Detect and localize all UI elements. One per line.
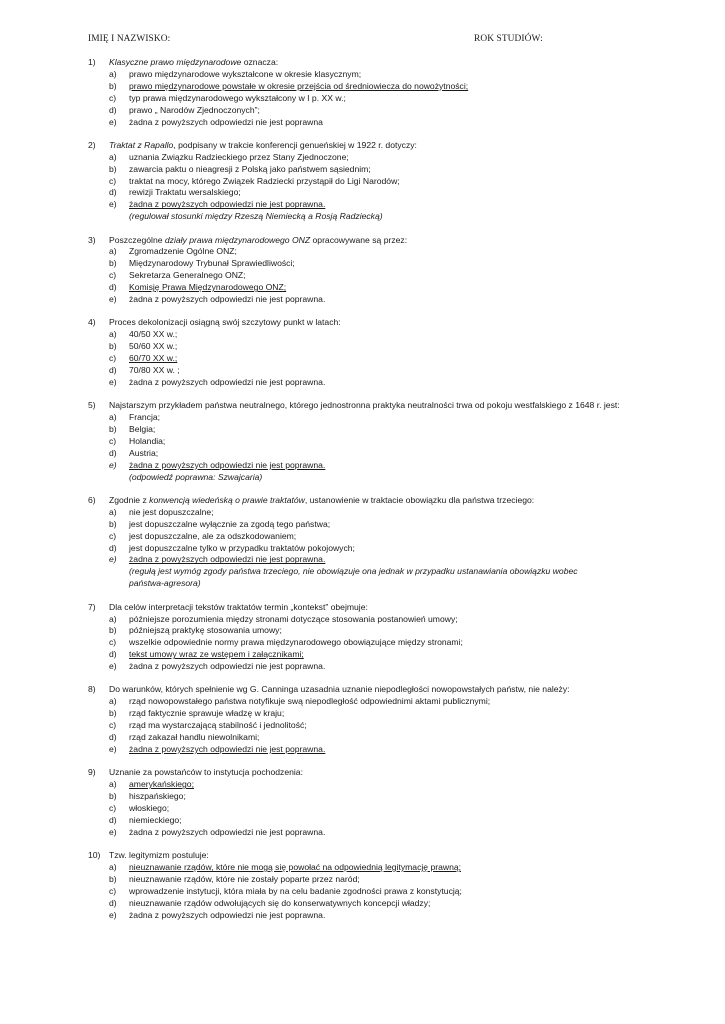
answer-option-text: włoskiego; xyxy=(129,802,170,813)
question-stem-text: Uznanie za powstańców to instytucja pochodzenia: xyxy=(109,767,303,778)
answer-option-letter: e) xyxy=(109,199,117,210)
answer-option-text: nie jest dopuszczalne; xyxy=(129,506,214,517)
answer-option-text-marked-correct: żadna z powyższych odpowiedzi nie jest poprawna. xyxy=(129,554,326,565)
answer-option-letter: a) xyxy=(109,696,117,707)
answer-option xyxy=(88,519,648,531)
question-number: 1) xyxy=(88,57,96,67)
answer-option xyxy=(88,282,648,294)
answer-option-text: żadna z powyższych odpowiedzi nie jest poprawna. xyxy=(129,661,326,672)
answer-option-letter: c) xyxy=(109,92,117,103)
answer-option-text: prawo „ Narodów Zjednoczonych”; xyxy=(129,104,260,115)
answer-option xyxy=(88,531,648,543)
question-9 xyxy=(88,767,648,838)
question-3 xyxy=(88,235,648,306)
answer-option-letter: a) xyxy=(109,412,117,423)
question-stem-text: Do warunków, których spełnienie wg G. Canninga uzasadnia uznanie niepodległości nowopowstałych państw, nie należy: xyxy=(109,684,570,695)
question-stem-text: Dla celów interpretacji tekstów traktatów termin „kontekst” obejmuje: xyxy=(109,601,368,612)
answer-option xyxy=(88,69,648,81)
answer-option-text: rewizji Traktatu wersalskiego; xyxy=(129,187,241,198)
question-6 xyxy=(88,495,648,590)
question-number: 6) xyxy=(88,494,96,505)
answer-option-text: nieuznawanie rządów odwołujących się do konserwatywnych koncepcji władzy; xyxy=(129,897,431,908)
answer-option xyxy=(88,176,648,188)
answer-option-text: wprowadzenie instytucji, która miała by na celu badanie zgodności prawa z konstytucją; xyxy=(129,885,462,896)
question-5 xyxy=(88,400,648,483)
answer-option xyxy=(88,460,648,472)
answer-option-letter: a) xyxy=(109,68,117,79)
answer-option-letter: c) xyxy=(109,175,117,186)
answer-option xyxy=(88,424,648,436)
answer-option xyxy=(88,258,648,270)
question-stem xyxy=(88,495,648,507)
answer-option-text: późniejszą praktykę stosowania umowy; xyxy=(129,625,282,636)
answer-option-text: wszelkie odpowiednie normy prawa międzynarodowego obowiązujące między stronami; xyxy=(129,637,463,648)
answer-option xyxy=(88,377,648,389)
question-stem xyxy=(88,684,648,696)
answer-option xyxy=(88,117,648,129)
question-stem-text: Klasyczne prawo międzynarodowe xyxy=(109,57,242,67)
answer-option xyxy=(88,791,648,803)
answer-option-letter: c) xyxy=(109,353,117,364)
answer-option-letter: b) xyxy=(109,424,117,435)
answer-option xyxy=(88,543,648,555)
answer-option-letter: d) xyxy=(109,187,117,198)
answer-option xyxy=(88,294,648,306)
answer-option xyxy=(88,732,648,744)
question-4 xyxy=(88,317,648,388)
question-10 xyxy=(88,850,648,921)
answer-option-letter: e) xyxy=(109,826,117,837)
answer-option-text-marked-correct: prawo międzynarodowe powstałe w okresie przejścia od średniowiecza do nowożytności; xyxy=(129,80,469,91)
answer-option xyxy=(88,898,648,910)
answer-option xyxy=(88,164,648,176)
answer-option-text: 70/80 XX w. ; xyxy=(129,365,180,376)
answer-option-text: typ prawa międzynarodowego wykształcony w I p. XX w.; xyxy=(129,92,346,103)
answer-option-letter: b) xyxy=(109,625,117,636)
answer-option-letter: a) xyxy=(109,613,117,624)
answer-option-text: późniejsze porozumienia między stronami dotyczące stosowania postanowień umowy; xyxy=(129,613,458,624)
answer-option xyxy=(88,649,648,661)
answer-option xyxy=(88,81,648,93)
answer-option xyxy=(88,708,648,720)
answer-option-letter: b) xyxy=(109,163,117,174)
answer-option-text: Międzynarodowy Trybunał Sprawiedliwości; xyxy=(129,258,295,269)
answer-option-letter: a) xyxy=(109,151,117,162)
answer-option-letter: c) xyxy=(109,802,117,813)
answer-option-text: Holandia; xyxy=(129,435,166,446)
answer-option xyxy=(88,554,648,566)
answer-option xyxy=(88,329,648,341)
question-number: 5) xyxy=(88,400,96,411)
answer-option-text: jest dopuszczalne tylko w przypadku traktatów pokojowych; xyxy=(129,542,355,553)
answer-option xyxy=(88,720,648,732)
question-number: 10) xyxy=(88,850,101,861)
answer-option-letter: b) xyxy=(109,708,117,719)
answer-option xyxy=(88,886,648,898)
answer-option xyxy=(88,637,648,649)
question-7 xyxy=(88,602,648,673)
answer-option-letter: a) xyxy=(109,861,117,872)
answer-option-text-marked-correct: nieuznawanie rządów, które nie mogą się powołać na odpowiednią legitymację prawną; xyxy=(129,861,462,872)
answer-option-letter: d) xyxy=(109,447,117,458)
answer-option-letter: d) xyxy=(109,104,117,115)
question-stem-text: Traktat z Rapallo xyxy=(109,139,174,150)
answer-option-text: jest dopuszczalne wyłącznie za zgodą tego państwa; xyxy=(129,518,331,529)
answer-option xyxy=(88,815,648,827)
answer-option-text: Sekretarza Generalnego ONZ; xyxy=(129,270,246,281)
answer-option-letter: e) xyxy=(109,661,117,672)
question-list xyxy=(88,57,648,933)
question-stem-text: Proces dekolonizacji osiągną swój szczytowy punkt w latach: xyxy=(109,317,341,328)
answer-option-letter: a) xyxy=(109,506,117,517)
answer-option xyxy=(88,270,648,282)
answer-option-text: 50/60 XX w.; xyxy=(129,341,178,352)
answer-option-text: uznania Związku Radzieckiego przez Stany Zjednoczone; xyxy=(129,151,349,162)
answer-option-letter: e) xyxy=(109,743,117,754)
question-stem-text: , podpisany w trakcie konferencji genueńskiej w 1922 r. dotyczy: xyxy=(173,139,417,150)
question-number: 3) xyxy=(88,234,96,245)
question-1 xyxy=(88,57,648,128)
answer-option xyxy=(88,436,648,448)
answer-option xyxy=(88,874,648,886)
answer-option-letter: e) xyxy=(109,909,117,920)
question-stem-text: działy prawa międzynarodowego ONZ xyxy=(164,234,311,245)
question-stem-text: , ustanowienie w traktacie obowiązku dla państwa trzeciego: xyxy=(304,494,535,505)
answer-option-text: traktat na mocy, którego Związek Radziecki przystąpił do Ligi Narodów; xyxy=(129,175,400,186)
answer-option-letter: c) xyxy=(109,270,117,281)
answer-option xyxy=(88,365,648,377)
answer-option-text: żadna z powyższych odpowiedzi nie jest poprawna. xyxy=(129,909,326,920)
answer-option-text-marked-correct: amerykańskiego; xyxy=(129,779,194,790)
question-stem-text: opracowywane są przez: xyxy=(310,234,408,245)
question-stem-text: konwencją wiedeńską o prawie traktatów xyxy=(149,494,305,505)
answer-option xyxy=(88,696,648,708)
answer-option-letter: b) xyxy=(109,341,117,352)
answer-option xyxy=(88,246,648,258)
answer-option xyxy=(88,507,648,519)
answer-option-text: hiszpańskiego; xyxy=(129,791,186,802)
question-number: 9) xyxy=(88,767,96,778)
answer-option-text: nieuznawanie rządów, które nie zostały poparte przez naród; xyxy=(129,873,360,884)
answer-option-letter: b) xyxy=(109,791,117,802)
question-stem xyxy=(88,767,648,779)
question-number: 7) xyxy=(88,601,96,612)
question-number: 8) xyxy=(88,684,96,695)
question-stem xyxy=(88,140,648,152)
question-stem xyxy=(88,850,648,862)
question-stem xyxy=(88,235,648,247)
answer-option xyxy=(88,862,648,874)
question-2 xyxy=(88,140,648,223)
name-field-label: IMIĘ I NAZWISKO: xyxy=(88,34,171,44)
answer-option-letter: d) xyxy=(109,732,117,743)
answer-explanation-note: (odpowiedź poprawna: Szwajcaria) xyxy=(129,471,263,482)
answer-option-letter: d) xyxy=(109,897,117,908)
answer-option-letter: d) xyxy=(109,814,117,825)
answer-option-text: zawarcia paktu o nieagresji z Polską jako państwem sąsiednim; xyxy=(129,163,371,174)
answer-option-letter: d) xyxy=(109,542,117,553)
answer-option xyxy=(88,614,648,626)
question-stem-text: Poszczególne xyxy=(109,234,165,245)
answer-option-letter: a) xyxy=(109,246,117,257)
answer-option xyxy=(88,105,648,117)
answer-explanation-note: (regułą jest wymóg zgody państwa trzeciego, nie obowiązuje ona jednak w przypadku ustanawiania obowiązku wobec xyxy=(129,566,578,577)
answer-option xyxy=(88,448,648,460)
answer-option-text: Zgromadzenie Ogólne ONZ; xyxy=(129,246,237,257)
answer-option xyxy=(88,779,648,791)
answer-option-letter: c) xyxy=(109,720,117,731)
question-stem xyxy=(88,317,648,329)
answer-option-letter: b) xyxy=(109,80,117,91)
answer-option-letter: e) xyxy=(109,116,117,127)
answer-explanation-note: państwa-agresora) xyxy=(129,578,201,589)
answer-option-text: żadna z powyższych odpowiedzi nie jest poprawna. xyxy=(129,826,326,837)
answer-option-text: Francja; xyxy=(129,412,161,423)
question-stem-text: Tzw. legitymizm postuluje: xyxy=(109,850,209,861)
question-number: 4) xyxy=(88,317,96,328)
answer-option-text-marked-correct: Komisję Prawa Międzynarodowego ONZ; xyxy=(129,282,287,293)
answer-option-letter: e) xyxy=(109,376,117,387)
answer-option xyxy=(88,803,648,815)
question-8 xyxy=(88,684,648,755)
answer-option-letter: c) xyxy=(109,530,117,541)
answer-option xyxy=(88,412,648,424)
answer-option xyxy=(88,341,648,353)
answer-option-text: rząd ma wystarczającą stabilność i jednolitość; xyxy=(129,720,307,731)
answer-option-text: 40/50 XX w.; xyxy=(129,329,178,340)
answer-option-letter: e) xyxy=(109,294,117,305)
answer-option-text-marked-correct: żadna z powyższych odpowiedzi nie jest poprawna. xyxy=(129,743,326,754)
answer-option-text: rząd zakazał handlu niewolnikami; xyxy=(129,732,260,743)
answer-option xyxy=(88,910,648,922)
answer-option-letter: e) xyxy=(109,554,117,565)
answer-option-letter: c) xyxy=(109,885,117,896)
question-stem-text: oznacza: xyxy=(241,57,279,67)
answer-option xyxy=(88,353,648,365)
answer-option-text-marked-correct: żadna z powyższych odpowiedzi nie jest poprawna. xyxy=(129,199,326,210)
answer-option xyxy=(88,187,648,199)
answer-option-text: rząd nowopowstałego państwa notyfikuje swą niepodległość odpowiednimi aktami publicznymi; xyxy=(129,696,491,707)
answer-explanation-note: (regulował stosunki między Rzeszą Niemiecką a Rosją Radziecką) xyxy=(129,211,383,222)
question-number: 2) xyxy=(88,139,96,150)
question-stem xyxy=(88,400,648,412)
answer-option-text-marked-correct: tekst umowy wraz ze wstępem i załącznikami; xyxy=(129,649,304,660)
question-stem xyxy=(88,602,648,614)
answer-option-letter: b) xyxy=(109,258,117,269)
answer-option xyxy=(88,625,648,637)
answer-option-letter: c) xyxy=(109,637,117,648)
answer-option xyxy=(88,152,648,164)
answer-option-letter: a) xyxy=(109,779,117,790)
answer-option-text: żadna z powyższych odpowiedzi nie jest poprawna. xyxy=(129,294,326,305)
answer-option-text: Belgia; xyxy=(129,424,156,435)
answer-option-letter: c) xyxy=(109,435,117,446)
answer-option-letter: d) xyxy=(109,649,117,660)
answer-option-text-marked-correct: żadna z powyższych odpowiedzi nie jest poprawna. xyxy=(129,459,326,470)
answer-option-text: żadna z powyższych odpowiedzi nie jest poprawna. xyxy=(129,376,326,387)
answer-option-letter: b) xyxy=(109,518,117,529)
question-stem-text: Zgodnie z xyxy=(109,494,150,505)
answer-option-letter: b) xyxy=(109,873,117,884)
answer-option-text: Austria; xyxy=(129,447,159,458)
answer-option-letter: d) xyxy=(109,365,117,376)
answer-option xyxy=(88,199,648,211)
answer-option-text: żadna z powyższych odpowiedzi nie jest poprawna xyxy=(129,116,323,127)
answer-option xyxy=(88,93,648,105)
answer-option-text: rząd faktycznie sprawuje władzę w kraju; xyxy=(129,708,285,719)
answer-option xyxy=(88,744,648,756)
answer-option-letter: a) xyxy=(109,329,117,340)
answer-option xyxy=(88,661,648,673)
answer-option-letter: e) xyxy=(109,459,117,470)
answer-option-text: jest dopuszczalne, ale za odszkodowaniem; xyxy=(129,530,297,541)
question-stem-text: Najstarszym przykładem państwa neutralnego, którego jednostronna praktyka neutralności trwa od pokoju westfalskiego z 1648 r. jest: xyxy=(109,400,620,411)
study-year-field-label: ROK STUDIÓW: xyxy=(474,34,543,44)
answer-option-text: prawo międzynarodowe wykształcone w okresie klasycznym; xyxy=(129,68,362,79)
answer-option-text-marked-correct: 60/70 XX w.; xyxy=(129,353,178,364)
question-stem xyxy=(88,57,648,69)
answer-option-letter: d) xyxy=(109,282,117,293)
answer-option xyxy=(88,827,648,839)
answer-option-text: niemieckiego; xyxy=(129,814,182,825)
